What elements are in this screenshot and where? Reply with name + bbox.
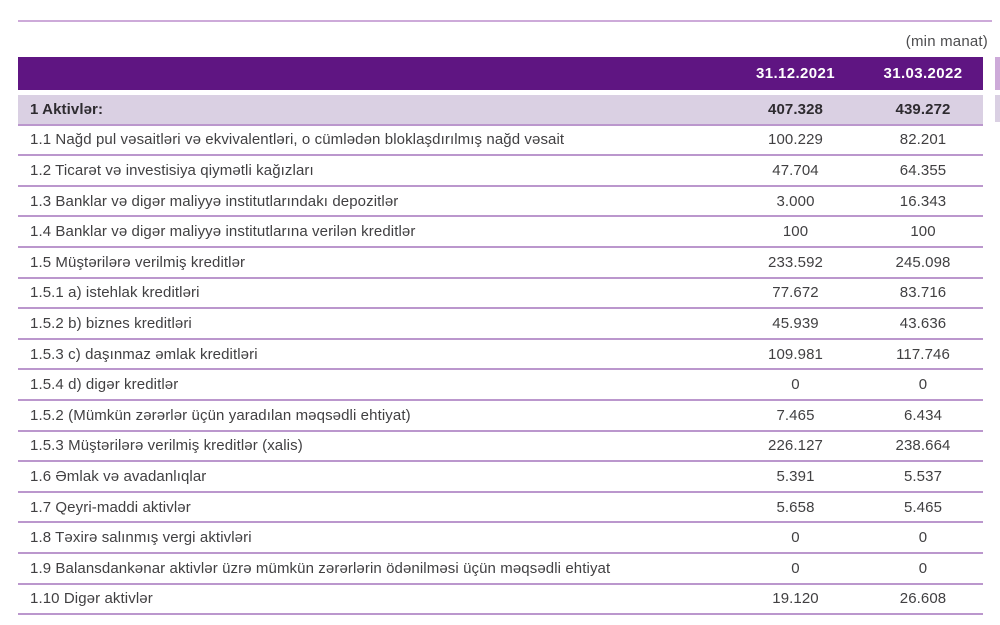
table-row [18,217,983,248]
row-label: 1.5.4 d) digər kreditlər [30,376,179,394]
table-row [18,340,983,371]
value-31-03-2022: 238.664 [895,437,951,455]
row-label: 1.5 Müştərilərə verilmiş kreditlər [30,253,246,271]
value-31-03-2022: 64.355 [899,161,947,179]
value-31-12-2021: 226.127 [768,437,823,455]
table-header-row [18,57,983,90]
value-31-12-2021: 233.592 [768,253,823,271]
value-31-03-2022: 6.434 [903,406,943,424]
value-31-12-2021: 5.658 [776,498,815,516]
table-row [18,523,983,554]
value-31-12-2021: 19.120 [772,590,819,608]
value-31-03-2022: 0 [918,559,928,577]
value-31-12-2021: 47.704 [772,161,819,179]
value-31-03-2022: 16.343 [899,192,947,210]
value-31-12-2021: 109.981 [768,345,823,363]
table-row [18,187,983,218]
table-row [18,370,983,401]
value-31-12-2021: 5.391 [776,467,815,485]
row-label: 1.5.1 a) istehlak kreditləri [30,284,200,302]
table-row [18,432,983,463]
table-edge-fragment [995,57,1000,90]
column-header-31-03-2022: 31.03.2022 [883,65,963,82]
row-label: 1.9 Balansdankənar aktivlər üzrə mümkün zərərlərin ödənilməsi üçün məqsədli ehtiyat [30,559,611,577]
column-header-31-12-2021: 31.12.2021 [755,65,836,82]
value-31-12-2021: 0 [791,559,800,577]
value-31-03-2022: 5.537 [903,467,943,485]
value-31-12-2021: 3.000 [776,192,815,210]
table-row [18,462,983,493]
value-31-03-2022: 245.098 [895,253,951,271]
table-edge-fragment [995,95,1000,122]
value-31-03-2022: 0 [918,529,928,547]
row-label: 1.10 Digər aktivlər [30,590,153,608]
value-31-03-2022: 439.272 [895,100,951,118]
table-row [18,585,983,616]
row-label: 1.6 Əmlak və avadanlıqlar [30,467,207,485]
row-label: 1.2 Ticarət və investisiya qiymətli kağızları [30,161,314,179]
table-row [18,401,983,432]
value-31-03-2022: 117.746 [896,345,950,363]
top-divider-line [18,20,992,22]
row-label: 1.8 Təxirə salınmış vergi aktivləri [30,529,252,547]
table-row [18,279,983,310]
value-31-12-2021: 7.465 [776,406,815,424]
table-row [18,554,983,585]
value-31-03-2022: 100 [910,223,936,241]
table-row [18,248,983,279]
value-31-12-2021: 0 [791,529,800,547]
row-label: 1.5.3 Müştərilərə verilmiş kreditlər (xalis) [30,437,303,455]
row-label: 1.5.2 b) biznes kreditləri [30,314,192,332]
row-label: 1.7 Qeyri-maddi aktivlər [30,498,191,516]
row-label: 1.5.2 (Mümkün zərərlər üçün yaradılan məqsədli ehtiyat) [30,406,411,424]
table-row-section-total [18,95,983,126]
row-label: 1 Aktivlər: [30,100,104,118]
row-label: 1.3 Banklar və digər maliyyə institutlarındakı depozitlər [30,192,399,210]
value-31-12-2021: 0 [791,376,800,394]
value-31-12-2021: 77.672 [772,284,819,302]
value-31-03-2022: 5.465 [903,498,943,516]
table-row [18,493,983,524]
value-31-03-2022: 43.636 [899,314,947,332]
unit-note: (min manat) [905,33,988,50]
table-body [18,95,983,615]
value-31-12-2021: 407.328 [768,100,823,118]
value-31-12-2021: 100 [782,223,809,241]
value-31-03-2022: 0 [918,376,928,394]
value-31-12-2021: 45.939 [772,314,819,332]
table-row [18,156,983,187]
value-31-12-2021: 100.229 [768,131,823,149]
value-31-03-2022: 26.608 [899,590,947,608]
value-31-03-2022: 83.716 [899,284,947,302]
table-row [18,309,983,340]
row-label: 1.4 Banklar və digər maliyyə institutlarına verilən kreditlər [30,223,416,241]
table-row [18,126,983,157]
row-label: 1.5.3 c) daşınmaz əmlak kreditləri [30,345,258,363]
row-label: 1.1 Nağd pul vəsaitləri və ekvivalentləri, o cümlədən bloklaşdırılmış nağd vəsait [30,131,565,149]
value-31-03-2022: 82.201 [899,131,947,149]
